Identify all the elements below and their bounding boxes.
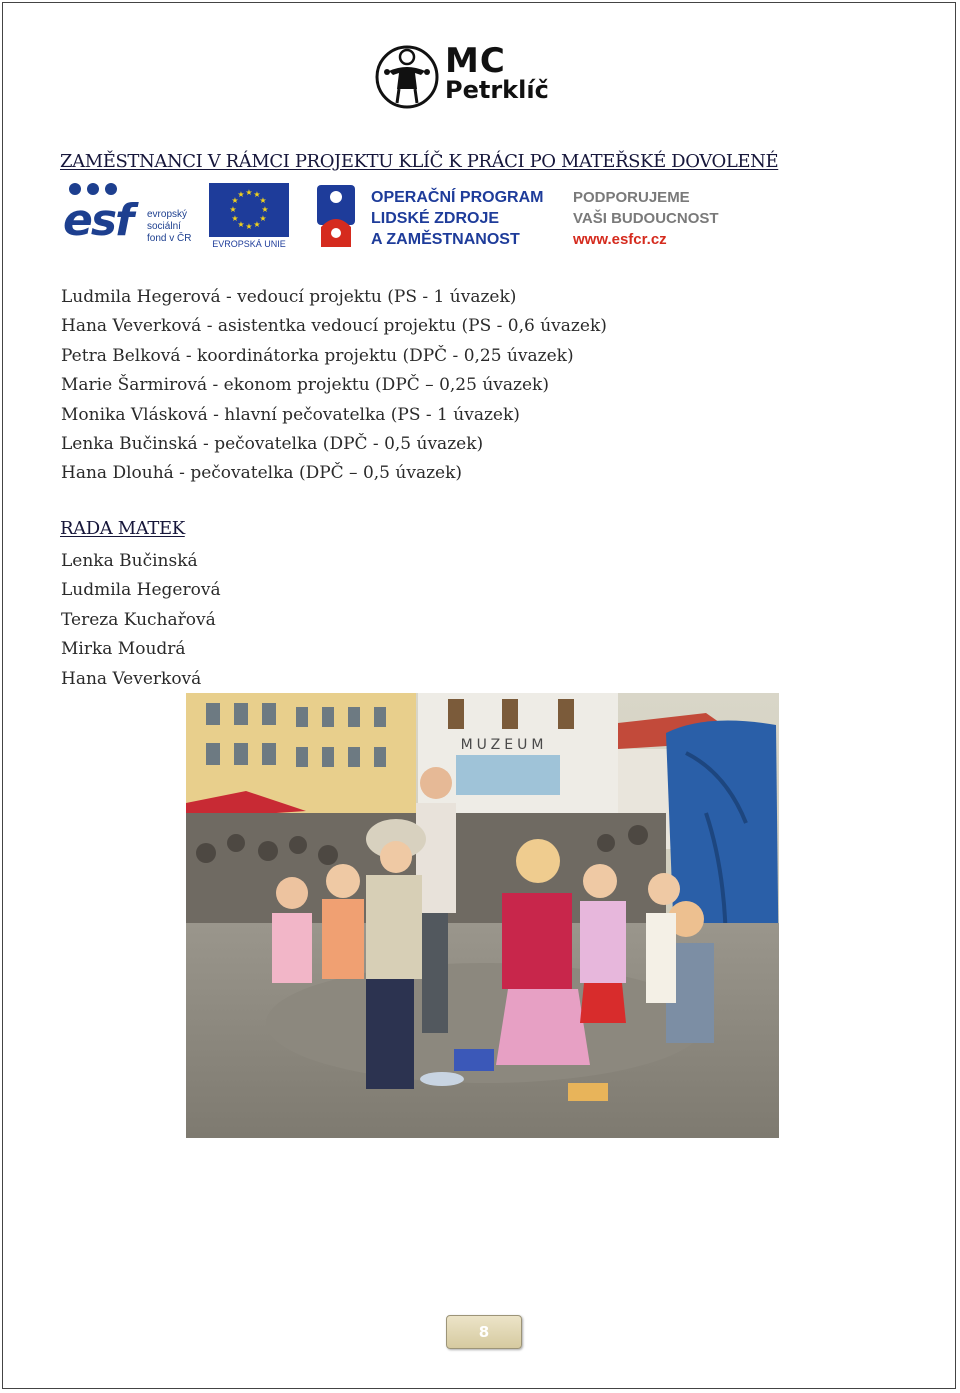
- svg-text:★: ★: [245, 188, 253, 197]
- support-url: www.esfcr.cz: [573, 231, 667, 248]
- museum-sign-text: MUZEUM: [460, 737, 548, 753]
- project-staff-heading: ZAMĚSTNANCI V RÁMCI PROJEKTU KLÍČ K PRÁCI PO MATEŘSKÉ DOVOLENÉ: [60, 151, 779, 172]
- document-page: [2, 2, 956, 1389]
- svg-text:★: ★: [259, 196, 267, 205]
- staff-item: Marie Šarmirová - ekonom projektu (DPČ – 0,25 úvazek): [61, 375, 549, 396]
- esf-logo-text: esf: [63, 195, 133, 246]
- esf-people-icon: [67, 181, 127, 199]
- child-figure-icon: [375, 41, 439, 113]
- eu-label: EVROPSKÁ UNIE: [212, 239, 286, 249]
- staff-item: Lenka Bučinská - pečovatelka (DPČ - 0,5 úvazek): [61, 433, 484, 454]
- rada-matek-heading: RADA MATEK: [60, 518, 185, 539]
- rada-member: Tereza Kuchařová: [61, 609, 216, 630]
- op-line: A ZAMĚSTNANOST: [371, 231, 520, 248]
- rada-members-list: [61, 547, 221, 694]
- svg-text:★: ★: [245, 222, 253, 231]
- mc-petrklic-logo: [375, 41, 555, 113]
- logo-petrklic-text: Petrklíč: [445, 76, 549, 104]
- svg-text:★: ★: [237, 190, 245, 199]
- svg-text:★: ★: [253, 190, 261, 199]
- svg-text:★: ★: [229, 205, 237, 214]
- esf-small-line: fond v ČR: [147, 233, 192, 244]
- rada-member: Ludmila Hegerová: [61, 580, 221, 601]
- staff-list: [61, 283, 607, 489]
- children-dancing-photo: [186, 693, 779, 1138]
- svg-text:★: ★: [237, 220, 245, 229]
- page-number: 8: [446, 1315, 522, 1349]
- staff-item: Hana Dlouhá - pečovatelka (DPČ – 0,5 úvazek): [61, 463, 463, 484]
- svg-text:★: ★: [231, 196, 239, 205]
- support-line: PODPORUJEME: [573, 189, 690, 206]
- op-line: LIDSKÉ ZDROJE: [371, 210, 500, 227]
- rada-member: Mirka Moudrá: [61, 639, 186, 660]
- esf-small-line: evropský: [147, 209, 188, 220]
- staff-item: Ludmila Hegerová - vedoucí projektu (PS - 1 úvazek): [61, 287, 517, 307]
- op-lzz-icon: [313, 183, 359, 249]
- logo-mc-text: MC: [445, 41, 506, 81]
- staff-item: Hana Veverková - asistentka vedoucí projektu (PS - 0,6 úvazek): [61, 316, 607, 337]
- svg-text:★: ★: [261, 205, 269, 214]
- svg-text:★: ★: [231, 214, 239, 223]
- rada-member: Hana Veverková: [61, 668, 202, 689]
- esf-banner: [63, 181, 731, 251]
- svg-text:★: ★: [253, 220, 261, 229]
- esf-logo: [63, 181, 203, 251]
- svg-text:★: ★: [259, 214, 267, 223]
- esf-small-line: sociální: [147, 221, 181, 232]
- staff-item: Monika Vlásková - hlavní pečovatelka (PS - 1 úvazek): [61, 404, 520, 425]
- staff-item: Petra Belková - koordinátorka projektu (DPČ - 0,25 úvazek): [61, 345, 574, 366]
- rada-member: Lenka Bučinská: [61, 551, 198, 571]
- op-line: OPERAČNÍ PROGRAM: [371, 189, 544, 206]
- eu-flag-icon: [209, 183, 289, 237]
- support-line: VAŠI BUDOUCNOST: [573, 210, 719, 227]
